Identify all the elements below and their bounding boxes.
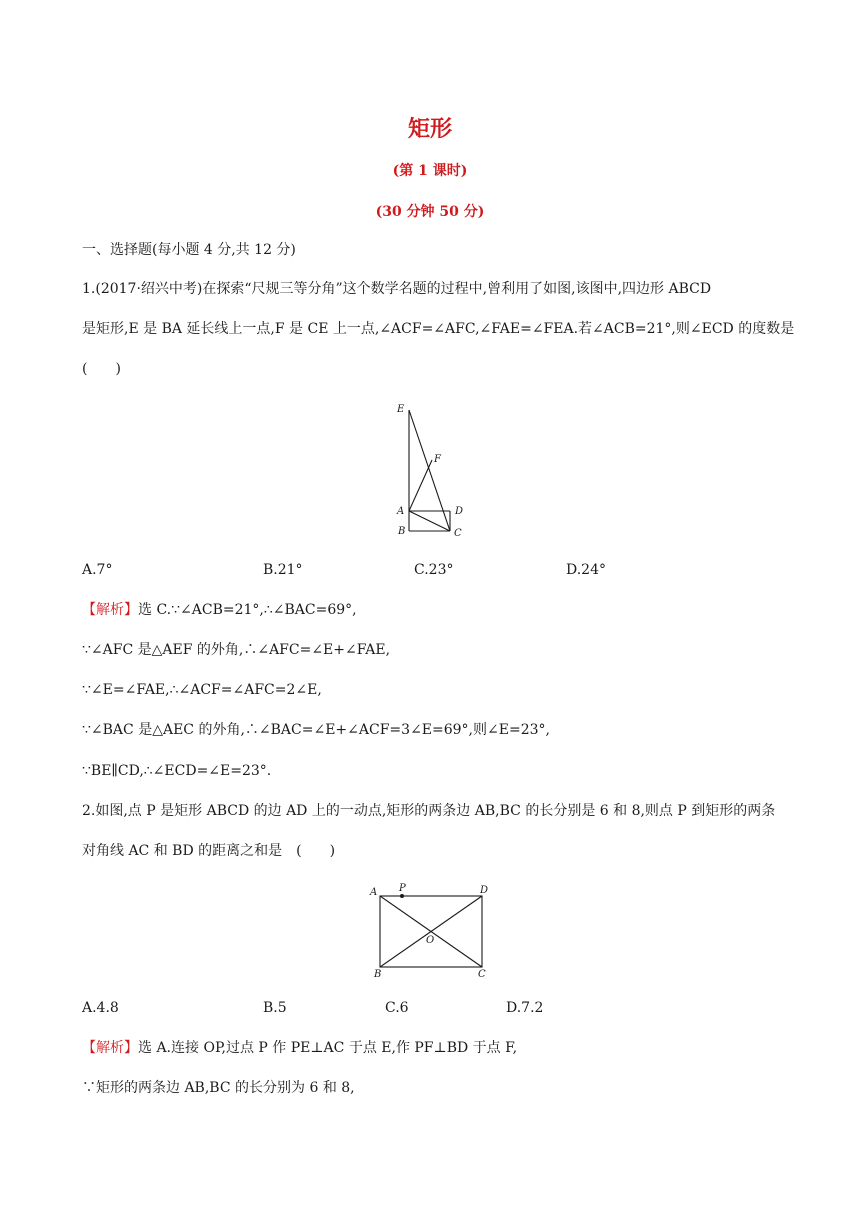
time-score-subtitle: (30 分钟 50 分) xyxy=(375,204,485,220)
label-C: C xyxy=(478,969,486,980)
q2-solution-line2: ∵矩形的两条边 AB,BC 的长分别为 6 和 8, xyxy=(82,1080,355,1096)
lesson-subtitle: (第 1 课时) xyxy=(392,163,468,179)
q1-text-line2: 是矩形,E 是 BA 延长线上一点,F 是 CE 上一点,∠ACF=∠AFC,∠FAE=∠FEA.若∠ACB=21°,则∠ECD 的度数是 xyxy=(82,321,795,337)
q2-solution-line1 xyxy=(82,1038,517,1058)
q2-option-a: A.4.8 xyxy=(82,1000,119,1016)
q2-option-c: C.6 xyxy=(385,1000,409,1016)
q1-option-d: D.24° xyxy=(566,562,606,578)
q2-text-line1: 2.如图,点 P 是矩形 ABCD 的边 AD 上的一动点,矩形的两条边 AB,BC 的长分别是 6 和 8,则点 P 到矩形的两条 xyxy=(82,803,776,819)
label-A: A xyxy=(397,506,405,517)
q1-text-line1: 1.(2017·绍兴中考)在探索“尺规三等分角”这个数学名题的过程中,曾利用了如图,该图中,四边形 ABCD xyxy=(82,281,712,297)
point-P xyxy=(400,894,404,898)
q2-option-b: B.5 xyxy=(263,1000,287,1016)
q1-option-b: B.21° xyxy=(263,562,303,578)
q1-solution-text1: 选 C.∵∠ACB=21°,∴∠BAC=69°, xyxy=(138,602,357,618)
section-heading: 一、选择题(每小题 4 分,共 12 分) xyxy=(82,242,296,258)
q2-solution-text1: 选 A.连接 OP,过点 P 作 PE⊥AC 于点 E,作 PF⊥BD 于点 F, xyxy=(138,1040,518,1056)
solution-tag: 【解析】 xyxy=(82,602,138,618)
q1-text-line3: ( ) xyxy=(82,361,121,377)
q1-option-a: A.7° xyxy=(82,562,113,578)
q1-solution-line5: ∵BE∥CD,∴∠ECD=∠E=23°. xyxy=(82,763,272,779)
q2-text-line2: 对角线 AC 和 BD 的距离之和是 ( ) xyxy=(82,843,336,859)
page-title: 矩形 xyxy=(407,116,452,142)
q1-figure xyxy=(395,398,470,540)
label-O: O xyxy=(426,935,435,946)
q1-solution-line4: ∵∠BAC 是△AEC 的外角,∴∠BAC=∠E+∠ACF=3∠E=69°,则∠E=23°, xyxy=(82,722,550,738)
q1-solution-line3: ∵∠E=∠FAE,∴∠ACF=∠AFC=2∠E, xyxy=(82,682,322,698)
solution-tag: 【解析】 xyxy=(82,1040,138,1056)
segment-AF xyxy=(409,460,432,511)
q1-solution-line2: ∵∠AFC 是△AEF 的外角,∴∠AFC=∠E+∠FAE, xyxy=(82,642,391,658)
q1-solution-line1 xyxy=(82,600,357,620)
label-B: B xyxy=(374,969,382,980)
label-D: D xyxy=(455,506,464,517)
label-P: P xyxy=(399,883,406,894)
q1-option-c: C.23° xyxy=(414,562,454,578)
label-C: C xyxy=(454,528,462,539)
q2-figure xyxy=(368,880,498,980)
label-A: A xyxy=(370,887,378,898)
q2-option-d: D.7.2 xyxy=(506,1000,544,1016)
label-E: E xyxy=(397,404,405,415)
segment-EC xyxy=(409,410,450,531)
label-B: B xyxy=(398,526,406,537)
label-F: F xyxy=(434,454,441,465)
label-D: D xyxy=(480,885,489,896)
